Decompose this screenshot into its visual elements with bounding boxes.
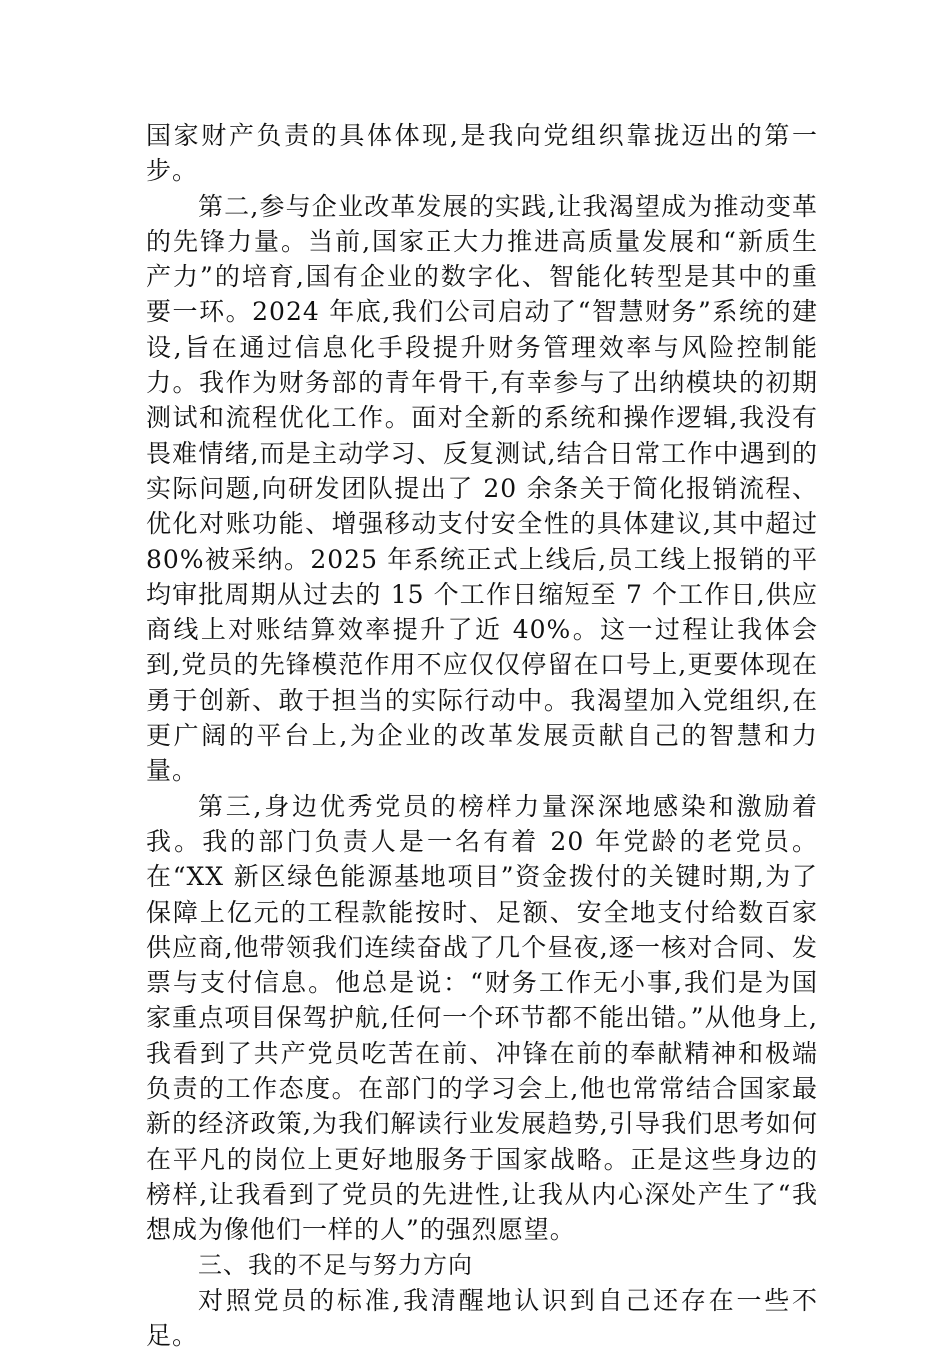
- paragraph-continuation: 国家财产负责的具体体现,是我向党组织靠拢迈出的第一步。: [146, 121, 818, 186]
- document-body: [146, 118, 818, 1353]
- paragraph-second-point: 第二,参与企业改革发展的实践,让我渴望成为推动变革的先锋力量。当前,国家正大力推进高质量发展和“新质生产力”的培育,国有企业的数字化、智能化转型是其中的重要一环。2024 年底,我们公司启动了“智慧财务”系统的建设,旨在通过信息化手段提升财务管理效率与风险控制能力。我作为财务部的青年骨干,有幸参与了出纳模块的初期测试和流程优化工作。面对全新的系统和操作逻辑,我没有畏难情绪,而是主动学习、反复测试,结合日常工作中遇到的实际问题,向研发团队提出了 20 余条关于简化报销流程、优化对账功能、增强移动支付安全性的具体建议,其中超过 80%被采纳。2025 年系统正式上线后,员工线上报销的平均审批周期从过去的 15 个工作日缩短至 7 个工作日,供应商线上对账结算效率提升了近 40%。这一过程让我体会到,党员的先锋模范作用不应仅仅停留在口号上,更要体现在勇于创新、敢于担当的实际行动中。我渴望加入党组织,在更广阔的平台上,为企业的改革发展贡献自己的智慧和力量。: [146, 191, 818, 786]
- paragraph-closing: 对照党员的标准,我清醒地认识到自己还存在一些不足。: [146, 1285, 818, 1351]
- paragraph-third-point: 第三,身边优秀党员的榜样力量深深地感染和激励着我。我的部门负责人是一名有着 20 年党龄的老党员。在“XX 新区绿色能源基地项目”资金拨付的关键时期,为了保障上亿元的工程款能按时、足额、安全地支付给数百家供应商,他带领我们连续奋战了几个昼夜,逐一核对合同、发票与支付信息。他总是说：“财务工作无小事,我们是为国家重点项目保驾护航,任何一个环节都不能出错。”从他身上,我看到了共产党员吃苦在前、冲锋在前的奉献精神和极端负责的工作态度。在部门的学习会上,他也常常结合国家最新的经济政策,为我们解读行业发展趋势,引导我们思考如何在平凡的岗位上更好地服务于国家战略。正是这些身边的榜样,让我看到了党员的先进性,让我从内心深处产生了“我想成为像他们一样的人”的强烈愿望。: [146, 791, 818, 1245]
- section-heading: 三、我的不足与努力方向: [198, 1250, 473, 1279]
